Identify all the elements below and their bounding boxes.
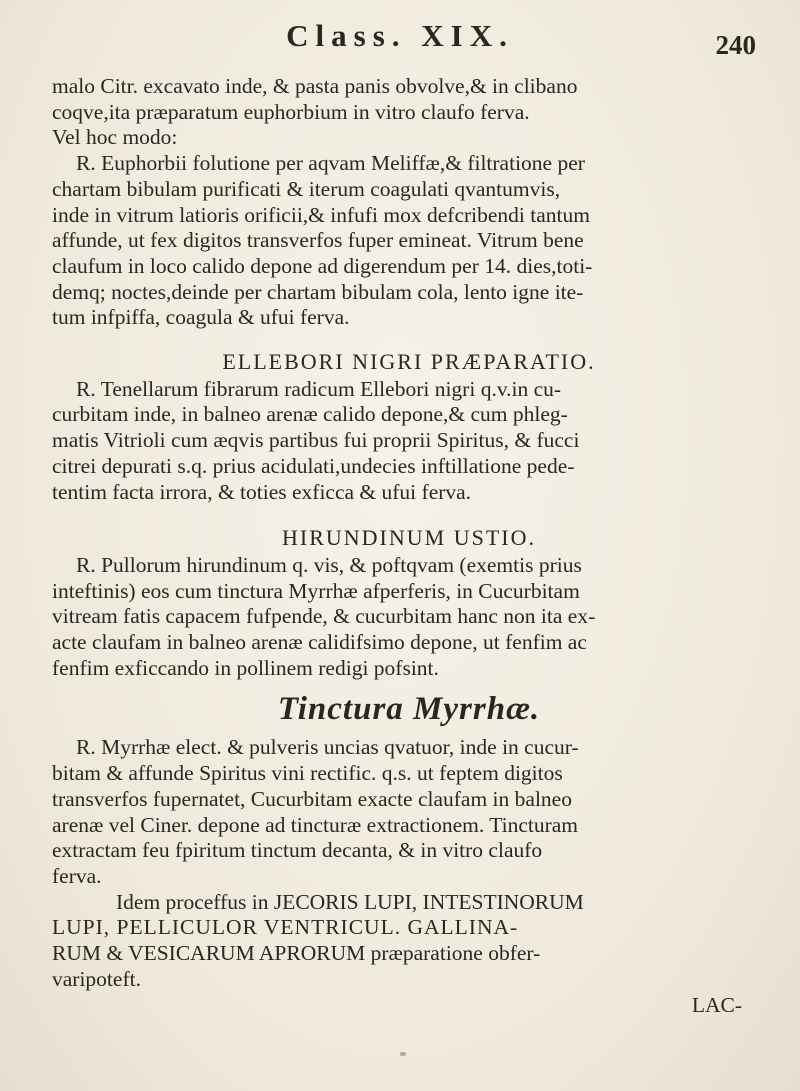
section-heading-tinctura: Tinctura Myrrhæ. [277,691,541,728]
text-line: affunde, ut fex digitos transverfos fuper emineat. Vitrum bene [52,228,584,253]
text-line: claufum in loco calido depone ad digerendum per 14. dies,toti- [52,253,593,278]
text-line: malo Citr. excavato inde, & pasta panis obvolve,& in clibano [52,74,578,98]
text-line: R. Myrrhæ elect. & pulveris uncias qvatuor, inde in cucur- [76,735,579,760]
text-line: R. Euphorbii folutione per aqvam Meliffæ,& filtratione per [76,151,585,176]
text-line: R. Tenellarum fibrarum radicum Ellebori nigri q.v.in cu- [76,376,562,401]
running-head [0,10,800,60]
text-line: inde in vitrum latioris orificii,& infufi mox defcribendi tantum [52,202,590,227]
section-heading-hirundinum: HIRUNDINUM USTIO. [282,525,536,551]
class-title: Class. XIX. [286,18,514,53]
text-line: Idem proceffus in JECORIS LUPI, INTESTINORUM [116,889,584,914]
page-number: 240 [715,30,756,60]
text-line: Vel hoc modo: [52,125,178,150]
text-line: acte claufam in balneo arenæ calidifsimo depone, ut fenfim ac [52,630,587,655]
text-line: fenfim exficcando in pollinem redigi pofsint. [52,655,439,680]
text-line: LUPI, PELLICULOR VENTRICUL. GALLINA- [52,915,519,940]
text-line: ferva. [52,863,102,888]
text-line: R. Pullorum hirundinum q. vis, & poftqvam (exemtis prius [76,552,582,577]
text-line: inteftinis) eos cum tinctura Myrrhæ afperferis, in Cucurbitam [52,578,580,603]
text-line: tentim facta irrora, & toties exficca & ufui ferva. [52,479,472,504]
ink-blemish [400,1052,406,1056]
text-line: RUM & VESICARUM APRORUM præparatione obfer- [52,941,541,966]
text-line: tum infpiffa, coagula & ufui ferva. [52,305,350,330]
text-line: curbitam inde, in balneo arenæ calido depone,& cum phleg- [52,402,568,427]
body-text [52,74,766,1018]
text-line: matis Vitrioli cum æqvis partibus fui proprii Spiritus, & fucci [52,428,580,453]
catchword: LAC- [691,992,742,1017]
text-line: transverfos fupernatet, Cucurbitam exacte claufam in balneo [52,786,572,811]
section-heading-ellebori: ELLEBORI NIGRI PRÆPARATIO. [222,349,596,375]
text-line: coqve,ita præparatum euphorbium in vitro claufo ferva. [52,99,530,124]
text-line: chartam bibulam purificati & iterum coagulati qvantumvis, [52,176,561,201]
text-line: demq; noctes,deinde per chartam bibulam cola, lento igne ite- [52,279,584,304]
text-line: arenæ vel Ciner. depone ad tincturæ extractionem. Tincturam [52,812,579,837]
text-line: citrei depurati s.q. prius acidulati,undecies inftillatione pede- [52,453,575,478]
text-line: varipoteft. [52,966,141,991]
text-line: bitam & affunde Spiritus vini rectific. q.s. ut feptem digitos [52,761,563,786]
text-line: extractam feu fpiritum tinctum decanta, & in vitro claufo [52,838,543,863]
text-line: vitream fatis capacem fufpende, & cucurbitam hanc non ita ex- [52,604,596,629]
